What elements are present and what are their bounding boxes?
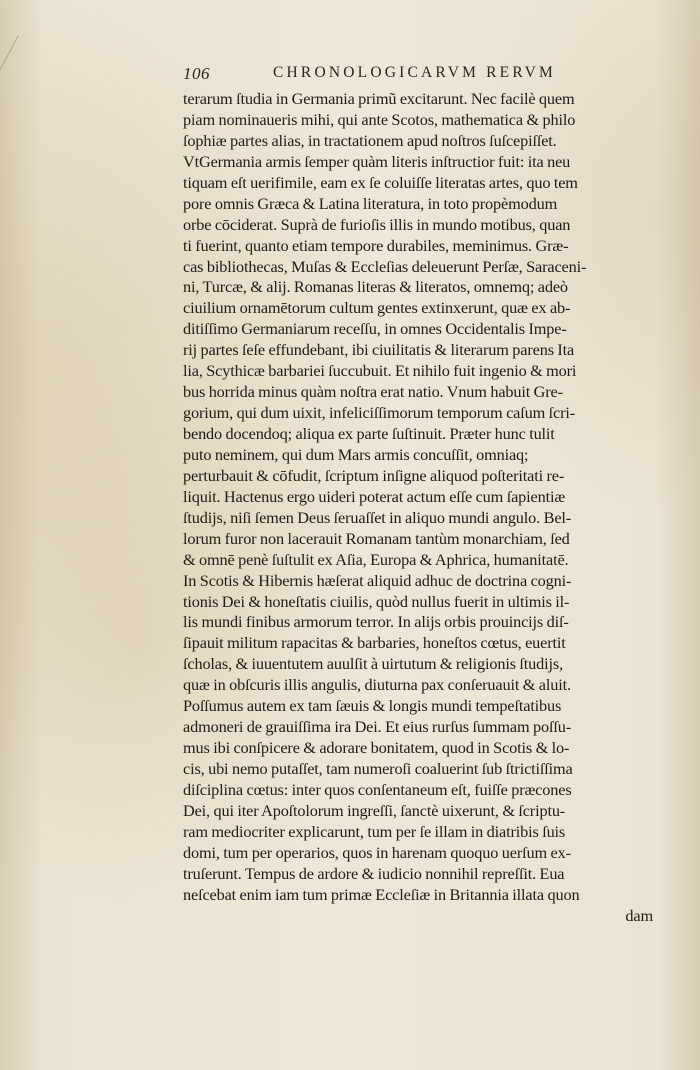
text-line: & omnē penè ſuſtulit ex Aſia, Europa & Aphrica, humanitatē. xyxy=(183,549,569,569)
text-line: ti fuerint, quanto etiam tempore durabiles, meminimus. Græ- xyxy=(183,235,569,255)
text-line: tiquam eſt uerifimile, eam ex ſe coluiſſe literatas artes, quo tem xyxy=(183,172,578,192)
text-line: orbe cōciderat. Suprà de furioſis illis in mundo motibus, quan xyxy=(183,214,571,234)
text-line: mus ibi conſpicere & adorare bonitatem, quod in Scotis & lo- xyxy=(183,738,570,758)
text-line: ſipauit militum rapacitas & barbaries, honeſtos cœtus, euertit xyxy=(183,633,566,653)
text-line: perturbauit & cōfudit, ſcriptum inſigne aliquod poſteritati re- xyxy=(183,465,565,485)
text-line: ſophiæ partes alias, in tractationem apud noſtros ſuſcepiſſet. xyxy=(183,130,557,150)
text-line: ciuilium ornamētorum cultum gentes extinxerunt, quæ ex ab- xyxy=(183,298,571,318)
running-head: CHRONOLOGICARVM RERVM xyxy=(273,64,557,81)
text-line: bus horrida minus quàm noſtra erat natio. Vnum habuit Gre- xyxy=(183,382,563,402)
text-line: ditiſſimo Germaniarum receſſu, in omnes Occidentalis Impe- xyxy=(183,319,567,339)
text-line: liquit. Hactenus ergo uideri poterat actum eſſe cum ſapientiæ xyxy=(183,486,566,506)
page-corner-crease xyxy=(0,2,19,71)
text-line: lorum furor non lacerauit Romanam tantùm monarchiam, ſed xyxy=(183,528,570,548)
text-line: neſcebat enim iam tum primæ Eccleſiæ in Britannia illata quon xyxy=(183,884,580,904)
text-line: pore omnis Græca & Latina literatura, in toto propèmodum xyxy=(183,193,558,213)
catchword: dam xyxy=(625,905,653,925)
text-line: ram mediocriter explicarunt, tum per ſe illam in diatribis ſuis xyxy=(183,821,566,841)
text-line: Poſſumus autem ex tam ſæuis & longis mundi tempeſtatibus xyxy=(183,696,562,716)
text-line: diſciplina cœtus: inter quos conſentaneum eſt, fuiſſe præcones xyxy=(183,779,572,799)
text-line: domi, tum per operarios, quos in harenam quoquo uerſum ex- xyxy=(183,842,571,862)
text-line: Dei, qui iter Apoſtolorum ingreſſi, ſanctè uixerunt, & ſcriptu- xyxy=(183,800,566,820)
text-line: ſcholas, & iuuentutem auulſit à uirtutum & religionis ſtudijs, xyxy=(183,654,564,674)
text-line: lia, Scythicæ barbariei ſuccubuit. Et nihilo fuit ingenio & mori xyxy=(183,361,577,381)
text-line: piam nominaueris mihi, qui ante Scotos, mathematica & philo xyxy=(183,109,576,129)
main-text-block xyxy=(183,89,655,927)
text-line: cis, ubi nemo putaſſet, tam numeroſi coaluerint ſub ſtrictiſſima xyxy=(183,759,573,778)
text-line: cas bibliothecas, Muſas & Eccleſias deleuerunt Perſæ, Saraceni- xyxy=(183,256,587,276)
text-line: quæ in obſcuris illis angulis, diuturna pax conſeruauit & aluit. xyxy=(183,675,571,695)
page-header xyxy=(183,62,595,86)
text-line: ni, Turcæ, & alij. Romanas literas & literatos, omnemq; adeò xyxy=(183,277,568,297)
text-line: puto neminem, qui dum Mars armis concuſſit, omniaq; xyxy=(183,444,529,464)
text-line: rij partes ſeſe effundebant, ibi ciuilitatis & literarum parens Ita xyxy=(183,340,575,360)
page-number: 106 xyxy=(183,64,210,83)
text-line: bendo docendoq; aliqua ex parte ſuſtinuit. Præter hunc tulit xyxy=(183,424,555,443)
text-line: gorium, qui dum uixit, infeliciſſimorum temporum caſum ſcri- xyxy=(183,403,575,423)
text-line: In Scotis & Hibernis hæſerat aliquid adhuc de doctrina cogni- xyxy=(183,570,572,590)
text-line: admoneri de grauiſſima ira Dei. Et eius rurſus ſummam poſſu- xyxy=(183,717,572,737)
text-line: VtGermania armis ſemper quàm literis inſtructior fuit: ita neu xyxy=(183,151,571,171)
text-line: lis mundi finibus armorum terror. In alijs orbis prouincijs diſ- xyxy=(183,612,569,632)
text-line: tionis Dei & honeſtatis ciuilis, quòd nullus fuerit in ultimis il- xyxy=(183,591,570,611)
text-line: truſerunt. Tempus de ardore & iudicio nonnihil repreſſit. Eua xyxy=(183,863,565,883)
text-line: terarum ſtudia in Germania primũ excitarunt. Nec facilè quem xyxy=(183,89,575,108)
text-line: ſtudijs, niſi ſemen Deus ſeruaſſet in aliquo mundi angulo. Bel- xyxy=(183,507,572,527)
